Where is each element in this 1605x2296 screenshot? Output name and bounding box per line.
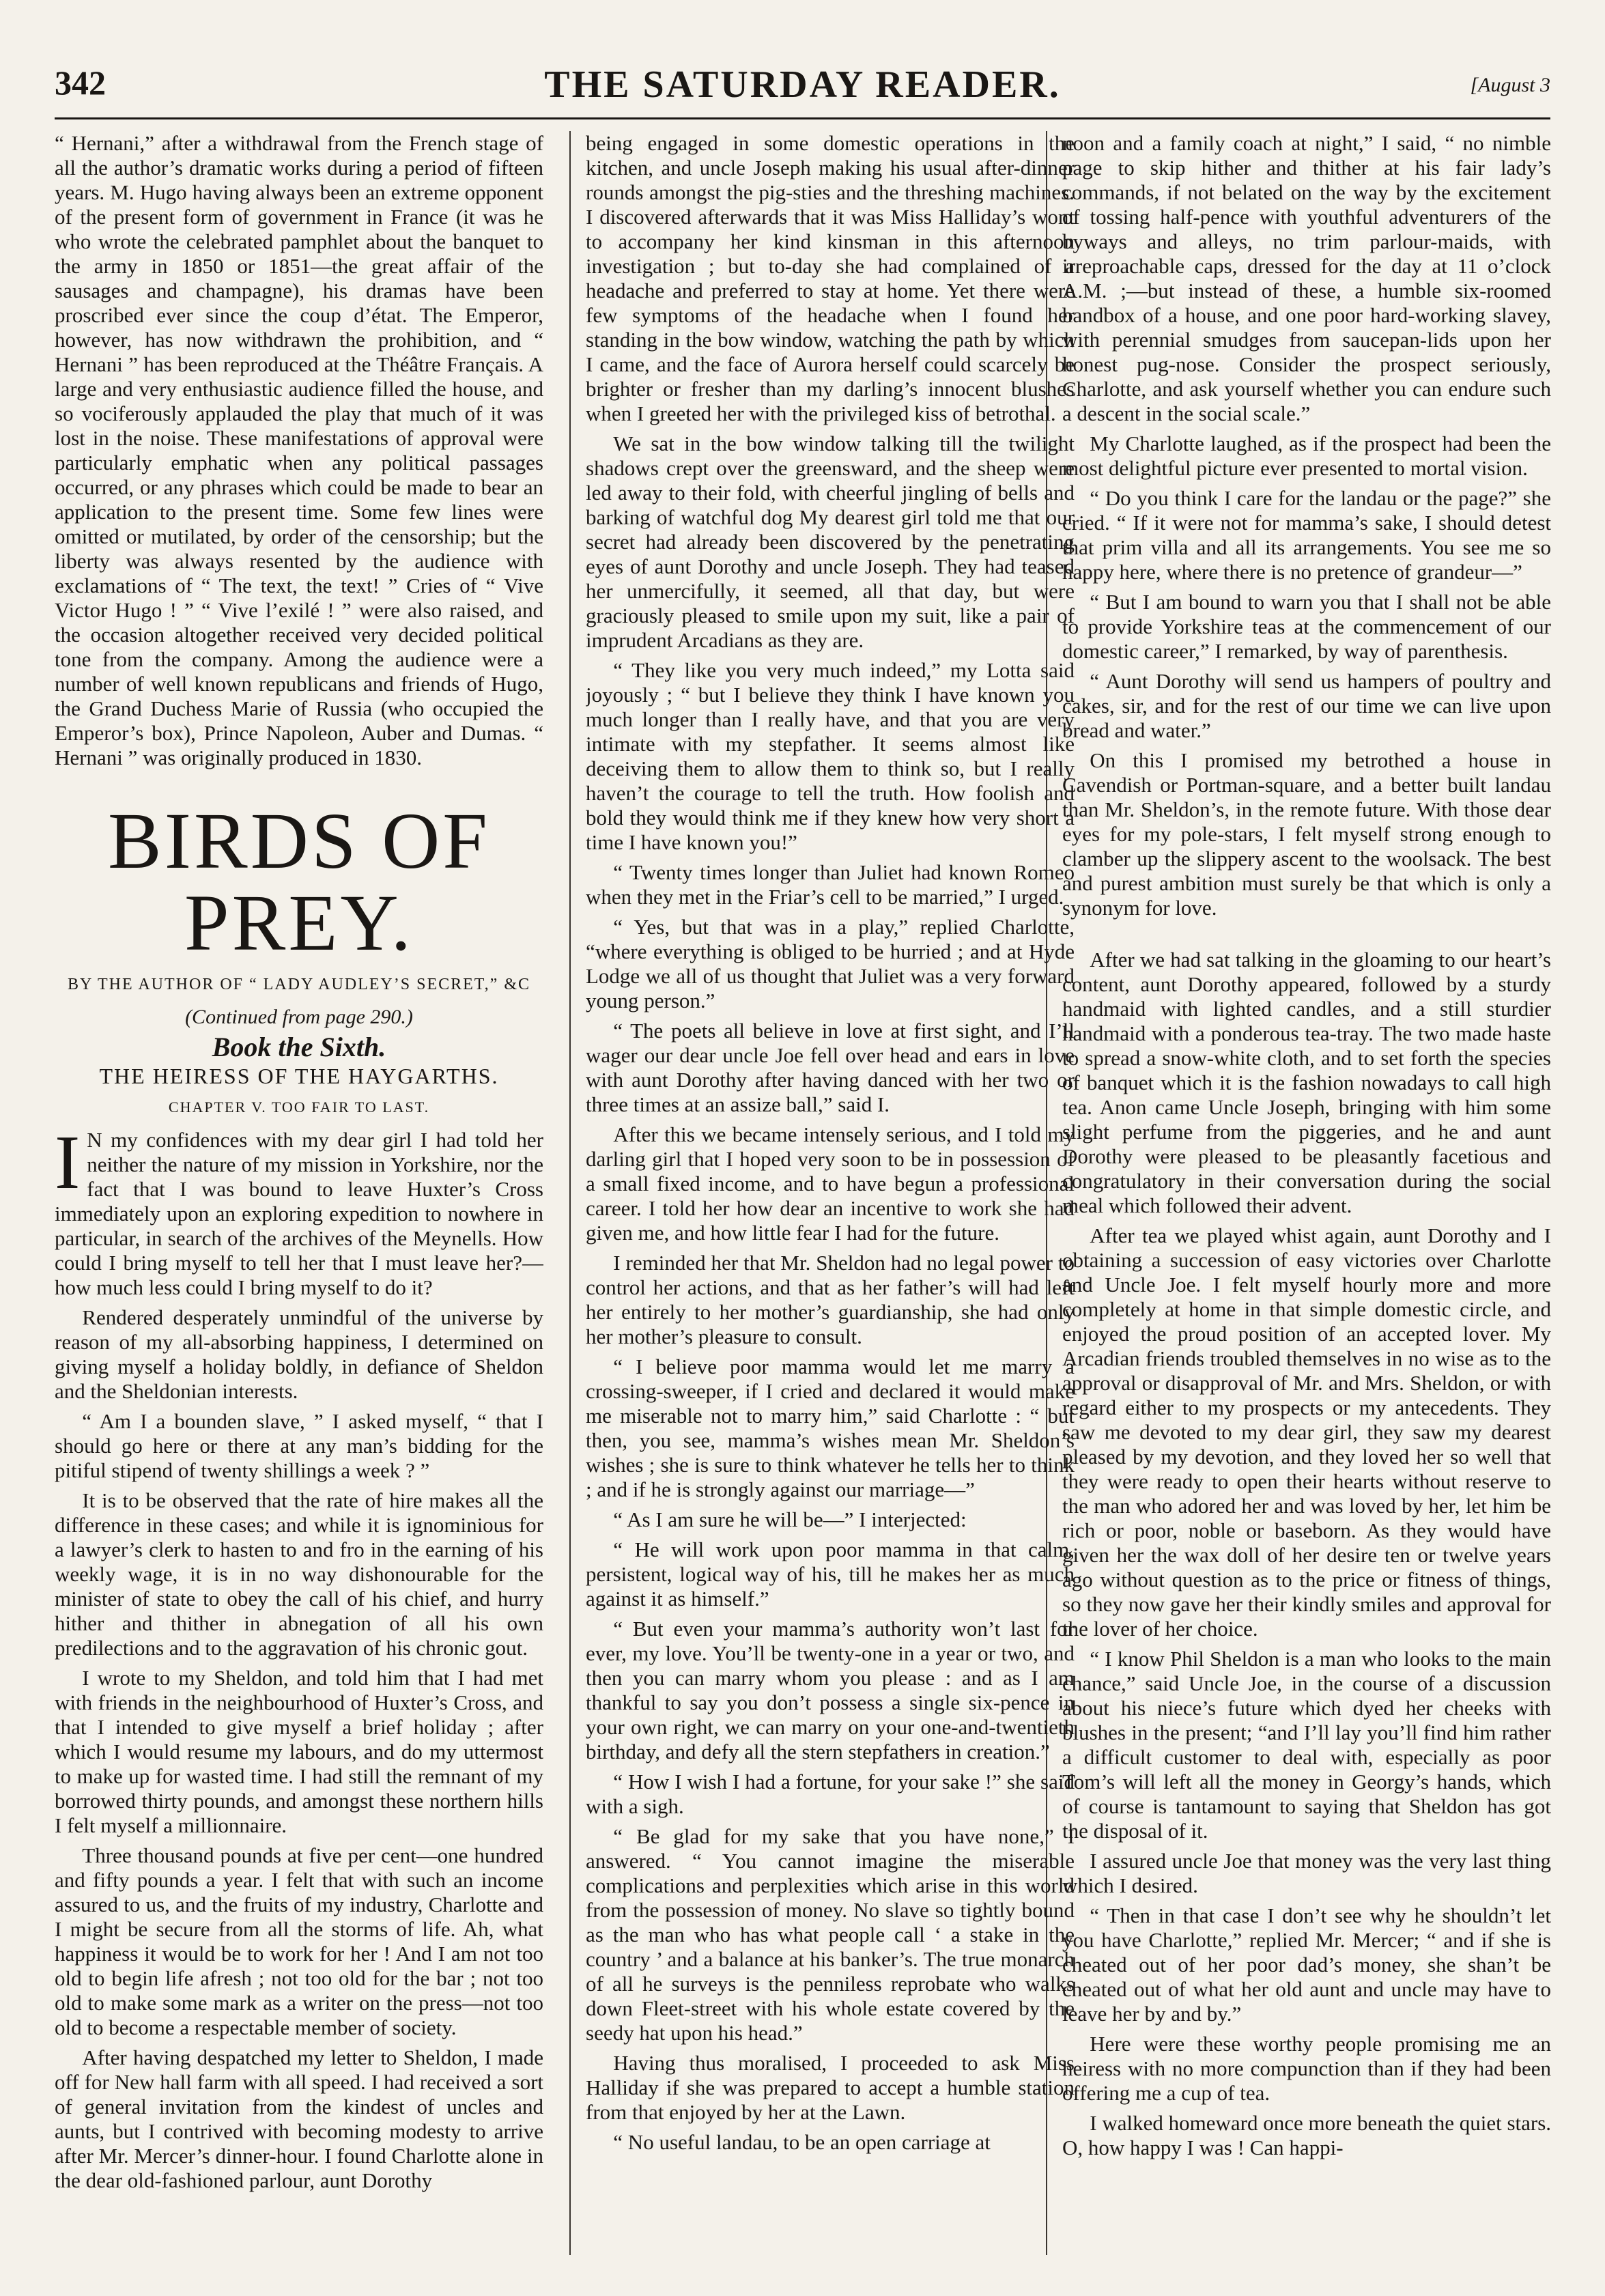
column-3 [1062, 131, 1551, 2255]
paragraph: Three thousand pounds at five per cent—one hundred and fifty pounds a year. I felt that with such an income assured to us, and the fruits of my industry, Charlotte and I might be secure from all the storms of life. Ah, what happiness it would be to work for her ! And I am not too old to begin life afresh ; not too old for the bar ; not too old to make some mark as a writer on the press—not too old to become a respectable member of society. [55, 1843, 543, 2039]
paragraph: “ The poets all believe in love at first sight, and I’ll wager our dear uncle Joe fell over head and ears in love with aunt Dorothy after having danced with her two or three times at an assize ball,” said I. [586, 1019, 1075, 1116]
book-heading: Book the Sixth. [212, 1032, 386, 1062]
paragraph: After we had sat talking in the gloaming to our heart’s content, aunt Dorothy appeared, followed by a sturdy handmaid with lighted candles, and a still sturdier handmaid with a ponderous tea-tray. The two made haste to spread a snow-white cloth, and to set forth the species of banquet which it is the fashion nowadays to call high tea. Anon came Uncle Joseph, bringing with him some slight perfume from the piggeries, and he and aunt Dorothy were pleased to be pleasantly facetious and congratulatory in their conversation during the social meal which followed their advent. [1062, 948, 1551, 1217]
paragraph: “ But I am bound to warn you that I shall not be able to provide Yorkshire teas at the commencement of our domestic career,” I remarked, by way of parenthesis. [1062, 590, 1551, 663]
paragraph: After tea we played whist again, aunt Dorothy and I obtaining a succession of easy victories over Charlotte and Uncle Joe. I felt myself hourly more and more completely at home in that simple domestic circle, and enjoyed the proud position of an accepted lover. My Arcadian friends troubled themselves in no wise as to the approval or disapproval of Mr. and Mrs. Sheldon, or with regard either to my prospects or my antecedents. They saw me devoted to my dear girl, they saw my dearest pleased by my devotion, and they loved her so well that they were ready to open their hearts without reserve to the man who adored her and was loved by her, let him be rich or poor, noble or baseborn. As they would have given her the wax doll of her desire ten or twelve years ago without question as to the price or fitness of things, so they now gave her their kindly smiles and approval for the lover of her choice. [1062, 1223, 1551, 1641]
paragraph: Here were these worthy people promising me an heiress with no more compunction than if they had been offering me a cup of tea. [1062, 2032, 1551, 2105]
paragraph: “ Twenty times longer than Juliet had known Romeo when they met in the Friar’s cell to be married,” I urged. [586, 860, 1075, 909]
paragraph: “ They like you very much indeed,” my Lotta said joyously ; “ but I believe they think I have known you much longer than I really have, and that you are very intimate with my stepfather. It seems almost like deceiving them to allow them to think so, but I really haven’t the courage to tell the truth. How foolish and bold they would think me if they knew how very short a time I have known you!” [586, 658, 1075, 854]
paragraph: I wrote to my Sheldon, and told him that I had met with friends in the neighbourhood of Huxter’s Cross, and that I intended to give myself a brief holiday ; after which I would resume my labours, and do my uttermost to make up for wasted time. I had still the remnant of my borrowed thirty pounds, and amongst these northern hills I felt myself a millionnaire. [55, 1666, 543, 1837]
drop-cap: I [55, 1120, 81, 1205]
paragraph: Having thus moralised, I proceeded to ask Miss Halliday if she was prepared to accept a humble station from that enjoyed by her at the Lawn. [586, 2051, 1075, 2124]
paragraph: On this I promised my betrothed a house in Cavendish or Portman-square, and a better built landau than Mr. Sheldon’s, in the remote future. With those dear eyes for my pole-stars, I felt myself strong enough to clamber up the slippery ascent to the woolsack. The best and purest ambition must surely be that which is only a synonym for love. [1062, 748, 1551, 920]
paragraph: My Charlotte laughed, as if the prospect had been the most delightful picture ever presented to mortal vision. [1062, 431, 1551, 480]
masthead-title: THE SATURDAY READER. [544, 63, 1061, 106]
paragraph: We sat in the bow window talking till the twilight shadows crept over the greensward, and the sheep were led away to their fold, with cheerful jingling of bells and barking of watchful dog My dearest girl told me that our secret had already been discovered by the penetrating eyes of aunt Dorothy and uncle Joseph. They had teased her unmercifully, it seemed, all that day, but were graciously pleased to smile upon my suit, like a pair of imprudent Arcadians as they are. [586, 431, 1075, 652]
paragraph: “ I know Phil Sheldon is a man who looks to the main chance,” said Uncle Joe, in the course of a discussion about his niece’s future which dyed her cheeks with blushes in the present; “and I’ll lay you’ll find him rather a difficult customer to deal with, especially as poor Tom’s will left all the money in Georgy’s hands, which of course is tantamount to saying that Sheldon has got the disposal of it. [1062, 1647, 1551, 1843]
column-1 [55, 131, 543, 2255]
paragraph: “ Hernani,” after a withdrawal from the French stage of all the author’s dramatic works during a period of fifteen years. M. Hugo having always been an extreme opponent of the present form of government in France (it was he who wrote the celebrated pamphlet about the banquet to the army in 1850 or 1851—the great affair of the sausages and champagne), his dramas have been proscribed ever since the coup d’état. The Emperor, however, has now withdrawn the prohibition, and “ Hernani ” has been reproduced at the Théâtre Français. A large and very enthusiastic audience filled the house, and so vociferously applauded the play that much of it was lost in the noise. These manifestations of approval were particularly emphatic when any political passages occurred, or any phrases which could be made to bear an application to the present time. Some few lines were omitted or mutilated, by order of the censorship; but the liberty was always resented by the audience with exclamations of “ The text, the text! ” Cries of “ Vive Victor Hugo ! ” “ Vive l’exilé ! ” were also raised, and the occasion altogether received very decided political tone from the company. Among the audience were a number of well known republicans and friends of Hugo, the Grand Duchess Marie of Russia (who occupied the Emperor’s box), Prince Napoleon, Auber and Dumas. “ Hernani ” was originally produced in 1830. [55, 131, 543, 769]
paragraph: noon and a family coach at night,” I said, “ no nimble page to skip hither and thither at his fair lady’s commands, if not belated on the way by the excitement of tossing half-pence with youthful adventurers of the byways and alleys, no trim parlour-maids, with irreproachable caps, dressed for the day at 11 o’clock A.M. ;—but instead of these, a humble six-roomed bandbox of a house, and one poor hard-working slavey, with perennial smudges from saucepan-lids upon her honest pug-nose. Consider the prospect seriously, Charlotte, and ask yourself whether you can endure such a descent in the social scale.” [1062, 131, 1551, 425]
paragraph: After this we became intensely serious, and I told my darling girl that I hoped very soon to be in possession of a small fixed income, and to have begun a professional career. I told her how dear an incentive to work she had given me, and how little fear I had for the future. [586, 1122, 1075, 1245]
paragraph: “ How I wish I had a fortune, for your sake !” she said with a sigh. [586, 1770, 1075, 1818]
chapter-heading: CHAPTER V. TOO FAIR TO LAST. [168, 1099, 430, 1116]
paragraph: It is to be observed that the rate of hire makes all the difference in these cases; and while it is ignominious for a lawyer’s clerk to hasten to and fro in the earning of his weekly wage, it is in no way dishonourable for the minister of state to obey the call of his chief, and hurry hither and thither in abnegation of all his own predilections and to the aggravation of his chronic gout. [55, 1488, 543, 1660]
column-divider [569, 131, 571, 2255]
paragraph: “ Do you think I care for the landau or the page?” she cried. “ If it were not for mamma’s sake, I should detest that prim villa and all its arrangements. You see me so happy here, where there is no pretence of grandeur—” [1062, 486, 1551, 584]
continued-note: (Continued from page 290.) [185, 1006, 413, 1028]
paragraph-text: N my confidences with my dear girl I had told her neither the nature of my mission in Yorkshire, nor the fact that I was bound to leave Huxter’s Cross immediately upon an exploring expedition to nowhere in particular, in search of the archives of the Meynells. How could I bring myself to tell her that I must leave her?—how much less could I bring myself to do it? [55, 1128, 543, 1299]
paragraph: “ No useful landau, to be an open carriage at [613, 2130, 991, 2154]
paragraph: “ Be glad for my sake that you have none,” I answered. “ You cannot imagine the miserable complications and perplexities which arise in this world from the possession of money. No slave so tightly bound as the man who has what people call ‘ a stake in the country ’ and a balance at his banker’s. The true monarch of all he surveys is the penniless reprobate who walks down Fleet-street with his whole estate covered by the seedy hat upon his head.” [586, 1824, 1075, 2045]
section-heading: THE HEIRESS OF THE HAYGARTHS. [99, 1064, 499, 1088]
paragraph: being engaged in some domestic operations in the kitchen, and uncle Joseph making his usual after-dinner rounds amongst the pig-sties and the threshing machines. I discovered afterwards that it was Miss Halliday’s wont to accompany her kind kinsman in this afternoon investigation ; but to-day she had complained of a headache and preferred to stay at home. Yet there were few symptoms of the headache when I found her standing in the bow window, watching the path by which I came, and the face of Aurora herself could scarcely be brighter or fresher than my darling’s innocent blushes when I greeted her with the privileged kiss of betrothal. [586, 131, 1075, 425]
paragraph: “ Aunt Dorothy will send us hampers of poultry and cakes, sir, and for the rest of our time we can live upon bread and water.” [1062, 669, 1551, 742]
page-header [55, 63, 1550, 111]
paragraph: I reminded her that Mr. Sheldon had no legal power to control her actions, and that as her father’s will had left her entirely to her mother’s guardianship, she had only her mother’s pleasure to consult. [586, 1251, 1075, 1348]
paragraph: “ As I am sure he will be—” I interjected: [613, 1507, 967, 1531]
story-title: BIRDS OF PREY. [108, 796, 490, 967]
column-2 [586, 131, 1075, 2255]
paragraph: I assured uncle Joe that money was the very last thing which I desired. [1062, 1849, 1551, 1897]
paragraph: I walked homeward once more beneath the quiet stars. O, how happy I was ! Can happi- [1062, 2111, 1551, 2159]
paragraph: Rendered desperately unmindful of the universe by reason of my all-absorbing happiness, I determined on giving myself a holiday boldly, in defiance of Sheldon and the Sheldonian interests. [55, 1305, 543, 1403]
paragraph: “ Yes, but that was in a play,” replied Charlotte, “where everything is obliged to be hurried ; and at Hyde Lodge we all of us thought that Juliet was a very forward young person.” [586, 915, 1075, 1012]
issue-date: [August 3 [1470, 74, 1550, 96]
story-byline: BY THE AUTHOR OF “ LADY AUDLEY’S SECRET,” &C [68, 976, 530, 993]
header-rule [55, 117, 1550, 119]
paragraph: “ Then in that case I don’t see why he shouldn’t let you have Charlotte,” replied Mr. Mercer; “ and if she is cheated out of her poor dad’s money, she shan’t be cheated out of what her old aunt and uncle may have to leave her by and by.” [1062, 1903, 1551, 2026]
paragraph [55, 1120, 543, 1300]
paragraph: “ But even your mamma’s authority won’t last for ever, my love. You’ll be twenty-one in a year or two, and then you can marry whom you please : and as I am thankful to say you don’t possess a single six-pence in your own right, we can marry on your one-and-twentieth birthday, and defy all the stern stepfathers in creation.” [586, 1617, 1075, 1763]
paragraph: “ Am I a bounden slave, ” I asked myself, “ that I should go here or there at any man’s bidding for the pitiful stipend of twenty shillings a week ? ” [55, 1409, 543, 1482]
page-number: 342 [55, 63, 106, 102]
paragraph: After having despatched my letter to Sheldon, I made off for New hall farm with all speed. I had received a sort of general invitation from the kindest of uncles and aunts, but I contrived with becoming modesty to arrive after Mr. Mercer’s dinner-hour. I found Charlotte alone in the dear old-fashioned parlour, aunt Dorothy [55, 2045, 543, 2192]
paragraph: “ He will work upon poor mamma in that calm, persistent, logical way of his, till he makes her as much against it as himself.” [586, 1537, 1075, 1611]
paragraph: “ I believe poor mamma would let me marry a crossing-sweeper, if I cried and declared it would make me miserable not to marry him,” said Charlotte : “ but then, you see, mamma’s wishes mean Mr. Sheldon’s wishes ; she is sure to think whatever he tells her to think ; and if he is strongly against our marriage—” [586, 1355, 1075, 1501]
